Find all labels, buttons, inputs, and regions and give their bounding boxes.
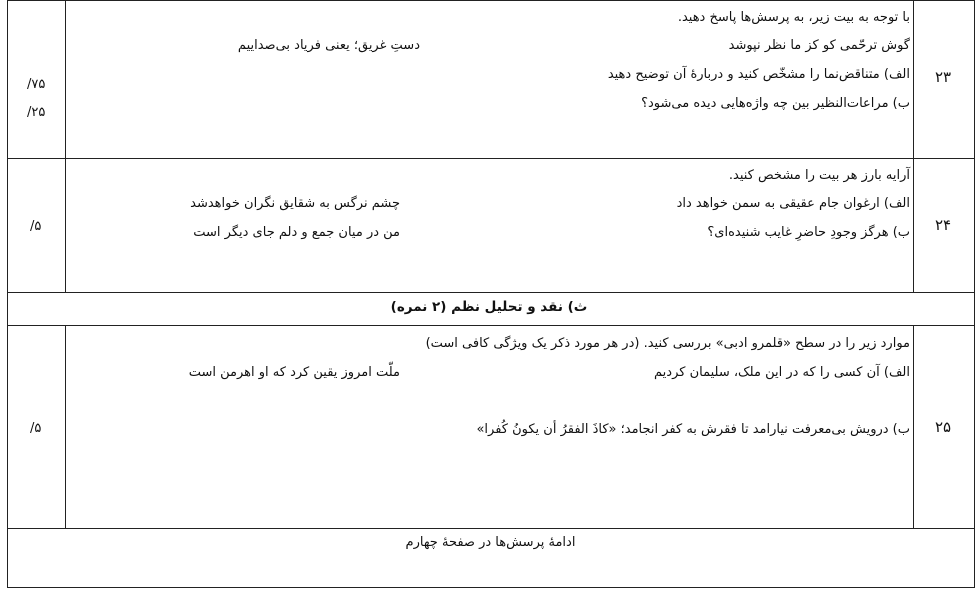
question-part: الف) آن کسی را که در این ملک، سلیمان کردیم — [654, 365, 910, 380]
col-sep-number — [913, 0, 914, 292]
question-number: ۲۴ — [934, 216, 952, 234]
question-part: الف) متناقض‌نما را مشخّص کنید و دربارهٔ آن توضیح دهید — [607, 67, 910, 82]
question-part: ب) مراعات‌النظیر بین چه واژه‌هایی دیده می‌شود؟ — [641, 96, 910, 111]
question-number: ۲۳ — [934, 68, 952, 86]
verse-line: دستِ غریق؛ یعنی فریاد بی‌صداییم — [237, 38, 420, 53]
page-continuation-note: ادامهٔ پرسش‌ها در صفحهٔ چهارم — [405, 535, 576, 550]
question-part: ب) درویش بی‌معرفت نیارامد تا فقرش به کفر انجامد؛ «کاذَ الفقرُ أن یکونُ کُفرا» — [476, 422, 910, 437]
verse-line: چشم نرگس به شقایق نگران خواهدشد — [190, 196, 400, 211]
question-prompt: موارد زیر را در سطح «قلمرو ادبی» بررسی کنید. (در هر مورد ذکر یک ویژگی کافی است) — [425, 336, 910, 351]
section-header: ث) نقد و تحلیل نظم (۲ نمره) — [390, 299, 588, 315]
border-right — [974, 0, 975, 588]
rule-q23-bottom — [7, 158, 974, 159]
rule-top — [7, 0, 974, 1]
rule-q25-bottom — [7, 528, 974, 529]
question-number: ۲۵ — [934, 418, 952, 436]
score: /۵ — [30, 421, 42, 436]
question-prompt: آرایه بارز هر بیت را مشخص کنید. — [728, 168, 910, 183]
verse-line: من در میان جمع و دلم جای دیگر است — [193, 225, 400, 240]
question-part: الف) ارغوان جام عقیقی به سمن خواهد داد — [676, 196, 910, 211]
rule-section-bottom — [7, 325, 974, 326]
border-left — [7, 0, 8, 588]
question-prompt: با توجه به بیت زیر، به پرسش‌ها پاسخ دهید. — [677, 10, 910, 25]
rule-bottom — [7, 587, 974, 588]
verse-line: ملّت امروز یقین کرد که او اهرمن است — [188, 365, 400, 380]
col-sep-score — [65, 0, 66, 292]
verse-line: گوش ترحّمی کو کز ما نظر نپوشد — [728, 38, 910, 53]
question-part: ب) هرگز وجودِ حاضرِ غایب شنیده‌ای؟ — [707, 225, 910, 240]
rule-q24-bottom — [7, 292, 974, 293]
score: /۷۵ — [27, 77, 46, 92]
score: /۵ — [30, 219, 42, 234]
score: /۲۵ — [27, 105, 46, 120]
